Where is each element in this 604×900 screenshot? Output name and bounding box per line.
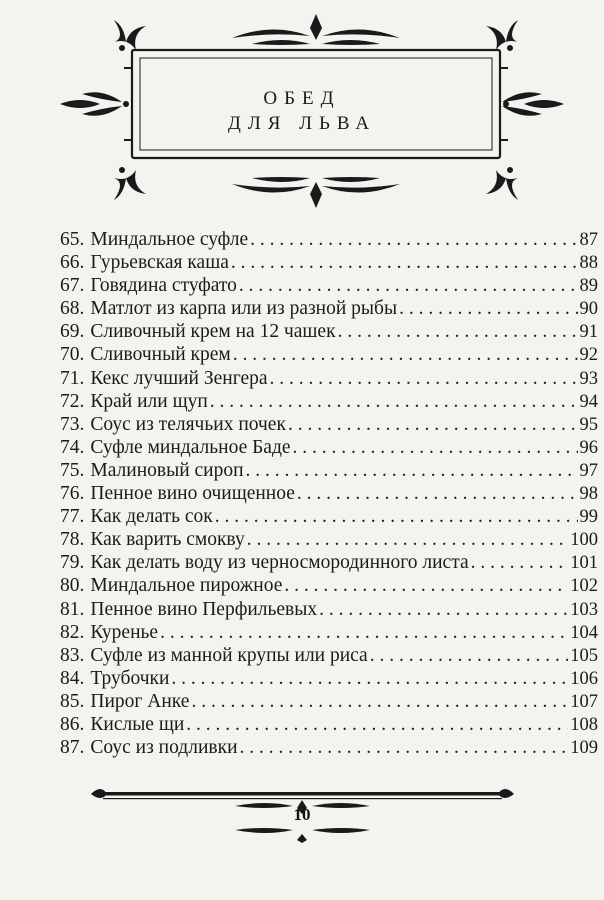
entry-page: 98 bbox=[579, 484, 598, 505]
entry-page: 92 bbox=[579, 345, 598, 366]
entry-number: 67. bbox=[60, 275, 85, 297]
entry-number: 73. bbox=[60, 413, 85, 435]
entry-page: 91 bbox=[579, 322, 598, 343]
dot-leader bbox=[231, 251, 578, 274]
list-item bbox=[60, 644, 598, 667]
entry-page: 94 bbox=[579, 391, 598, 412]
entry-number: 85. bbox=[60, 690, 85, 712]
entry-number: 69. bbox=[60, 321, 85, 343]
entry-number: 84. bbox=[60, 667, 85, 689]
entry-title: Говядина стуфато bbox=[90, 275, 237, 297]
entry-number: 71. bbox=[60, 367, 85, 389]
entry-page: 87 bbox=[579, 230, 598, 250]
list-item bbox=[60, 274, 598, 297]
list-item bbox=[60, 413, 598, 436]
dot-leader bbox=[270, 367, 578, 390]
dot-leader bbox=[191, 690, 568, 713]
list-item bbox=[60, 551, 598, 574]
entry-title: Трубочки bbox=[90, 667, 170, 689]
dot-leader bbox=[293, 436, 578, 459]
entry-title: Гурьевская каша bbox=[90, 252, 229, 274]
page-subtitle: ДЛЯ ЛЬВА bbox=[227, 113, 377, 134]
entry-page: 97 bbox=[579, 460, 598, 481]
entry-number: 78. bbox=[60, 529, 85, 551]
dot-leader bbox=[471, 551, 569, 574]
entry-page: 96 bbox=[579, 437, 598, 458]
entry-title: Матлот из карпа или из разной рыбы bbox=[90, 298, 398, 320]
entry-number: 74. bbox=[60, 436, 85, 458]
entry-page: 100 bbox=[570, 530, 598, 551]
entry-page: 88 bbox=[579, 253, 598, 274]
entry-number: 72. bbox=[60, 390, 85, 412]
entry-title: Пенное вино Перфильевых bbox=[90, 598, 318, 620]
dot-leader bbox=[186, 713, 568, 736]
dot-leader bbox=[338, 320, 578, 343]
entry-page: 103 bbox=[570, 599, 598, 620]
entry-title: Кислые щи bbox=[90, 713, 185, 735]
entry-title: Суфле из манной крупы или риса bbox=[90, 644, 368, 666]
entry-title: Как делать сок bbox=[90, 506, 213, 528]
list-item bbox=[60, 621, 598, 644]
list-item bbox=[60, 436, 598, 459]
entry-number: 66. bbox=[60, 252, 85, 274]
entry-title: Миндальное суфле bbox=[90, 229, 249, 250]
entry-page: 102 bbox=[570, 576, 598, 597]
entry-title: Куренье bbox=[90, 621, 159, 643]
list-item bbox=[60, 251, 598, 274]
dot-leader bbox=[246, 459, 578, 482]
dot-leader bbox=[319, 598, 568, 621]
list-item bbox=[60, 390, 598, 413]
entry-page: 105 bbox=[570, 645, 598, 666]
entry-number: 82. bbox=[60, 621, 85, 643]
entry-title: Край или щуп bbox=[90, 390, 208, 412]
dot-leader bbox=[284, 574, 568, 597]
list-item bbox=[60, 459, 598, 482]
dot-leader bbox=[160, 621, 568, 644]
entry-number: 68. bbox=[60, 298, 85, 320]
header-ornament-frame bbox=[52, 8, 572, 213]
dot-leader bbox=[288, 413, 578, 436]
entry-number: 79. bbox=[60, 552, 85, 574]
list-item bbox=[60, 320, 598, 343]
dot-leader bbox=[171, 667, 568, 690]
entry-number: 81. bbox=[60, 598, 85, 620]
entry-title: Кекс лучший Зенгера bbox=[90, 367, 268, 389]
entry-page: 107 bbox=[570, 691, 598, 712]
entry-number: 70. bbox=[60, 344, 85, 366]
entry-page: 89 bbox=[579, 276, 598, 297]
entry-title: Миндальное пирожное bbox=[90, 575, 283, 597]
dot-leader bbox=[240, 736, 569, 759]
contents-list bbox=[60, 228, 598, 759]
entry-number: 75. bbox=[60, 459, 85, 481]
entry-title: Как варить смокву bbox=[90, 529, 245, 551]
page-number: 10 bbox=[293, 805, 311, 824]
entry-number: 76. bbox=[60, 483, 85, 505]
dot-leader bbox=[250, 228, 577, 251]
entry-page: 95 bbox=[579, 414, 598, 435]
list-item bbox=[60, 482, 598, 505]
entry-title: Сливочный крем на 12 чашек bbox=[90, 321, 336, 343]
entry-title: Соус из подливки bbox=[90, 737, 238, 759]
page-title: ОБЕД bbox=[263, 88, 341, 109]
entry-title: Малиновый сироп bbox=[90, 459, 244, 481]
entry-title: Соус из телячьих почек bbox=[90, 413, 286, 435]
entry-title: Суфле миндальное Баде bbox=[90, 436, 291, 458]
entry-number: 87. bbox=[60, 737, 85, 759]
list-item bbox=[60, 528, 598, 551]
entry-page: 106 bbox=[570, 668, 598, 689]
dot-leader bbox=[233, 343, 578, 366]
entry-page: 90 bbox=[579, 299, 598, 320]
list-item bbox=[60, 297, 598, 320]
list-item bbox=[60, 228, 598, 251]
entry-number: 80. bbox=[60, 575, 85, 597]
entry-title: Сливочный крем bbox=[90, 344, 231, 366]
list-item bbox=[60, 667, 598, 690]
dot-leader bbox=[247, 528, 569, 551]
list-item bbox=[60, 367, 598, 390]
entry-page: 101 bbox=[570, 553, 598, 574]
entry-number: 83. bbox=[60, 644, 85, 666]
entry-page: 108 bbox=[570, 714, 598, 735]
dot-leader bbox=[370, 644, 569, 667]
entry-title: Как делать воду из черносмородинного листа bbox=[90, 552, 469, 574]
entry-page: 99 bbox=[579, 507, 598, 528]
list-item bbox=[60, 343, 598, 366]
entry-page: 104 bbox=[570, 622, 598, 643]
entry-number: 86. bbox=[60, 713, 85, 735]
list-item bbox=[60, 736, 598, 759]
entry-page: 109 bbox=[570, 738, 598, 759]
entry-page: 93 bbox=[579, 368, 598, 389]
dot-leader bbox=[297, 482, 578, 505]
entry-title: Пенное вино очищенное bbox=[90, 483, 295, 505]
dot-leader bbox=[210, 390, 578, 413]
entry-title: Пирог Анке bbox=[90, 690, 190, 712]
entry-number: 77. bbox=[60, 506, 85, 528]
list-item bbox=[60, 598, 598, 621]
entry-number: 65. bbox=[60, 229, 85, 250]
dot-leader bbox=[399, 297, 577, 320]
dot-leader bbox=[239, 274, 578, 297]
dot-leader bbox=[215, 505, 578, 528]
list-item bbox=[60, 505, 598, 528]
list-item bbox=[60, 690, 598, 713]
list-item bbox=[60, 574, 598, 597]
list-item bbox=[60, 713, 598, 736]
